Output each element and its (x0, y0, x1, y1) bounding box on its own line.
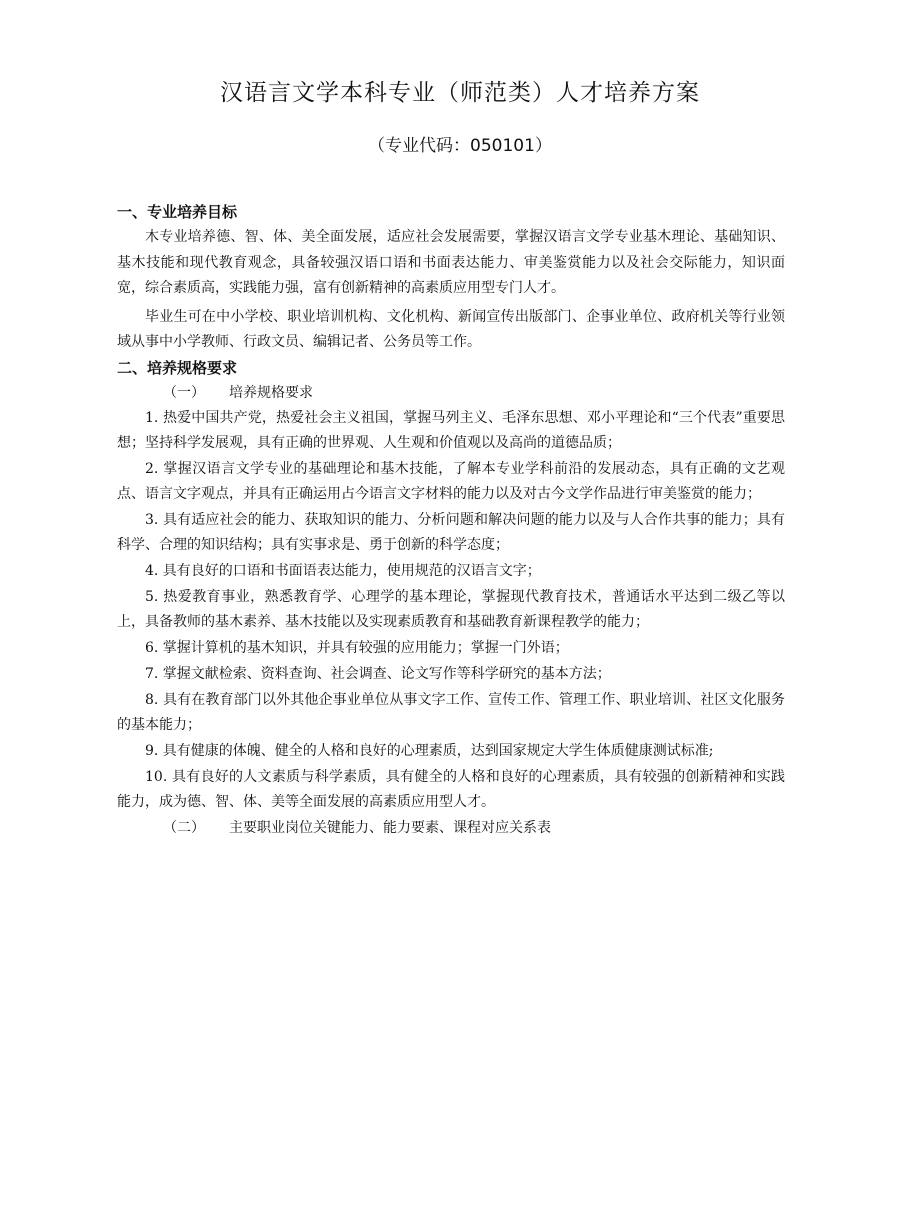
requirement-item: 8. 具有在教育部门以外其他企事业单位从事文字工作、宣传工作、管理工作、职业培训、社区文化服务的基本能力； (117, 691, 785, 733)
document-body (117, 200, 785, 841)
requirement-item: 3. 具有适应社会的能力、获取知识的能力、分析问题和解决问题的能力以及与人合作共事的能力；具有科学、合理的知识结构；具有实事求是、勇于创新的科学态度； (117, 511, 785, 553)
subsection-label: 主要职业岗位关键能力、能力要素、课程对应关系表 (229, 819, 551, 836)
major-code: （专业代码：050101） (368, 136, 552, 156)
section-heading-requirements: 二、培养规格要求 (117, 358, 238, 377)
requirement-item: 7. 掌握文献检索、资料查询、社会调查、论文写作等科学研究的基本方法； (145, 665, 611, 682)
requirement-item: 9. 具有健康的体魄、健全的人格和良好的心理素质，达到国家规定大学生体质健康测试标准; (145, 742, 714, 759)
subsection-label: 培养规格要求 (229, 384, 313, 401)
requirement-item: 2. 掌握汉语言文学专业的基础理论和基木技能，了解本专业学科前沿的发展动态，具有正确的文艺观点、语言文字观点，并具有正确运用占今语言文字材料的能力以及对古今文学作品进行审美鉴赏的能力； (117, 460, 785, 502)
subsection-heading (117, 381, 785, 406)
requirement-item: 4. 具有良好的口语和书面语表达能力，使用规范的汉语言文字； (145, 562, 541, 579)
page-title: 汉语言文学本科专业（师范类）人才培养方案 (220, 80, 700, 106)
section-heading-goals: 一、专业培养目标 (117, 203, 238, 221)
paragraph: 毕业生可在中小学校、职业培训机构、文化机构、新闻宣传出版部门、企事业单位、政府机关等行业领域从事中小学教师、行政文员、编辑记者、公务员等工作。 (117, 308, 785, 350)
subsection-number: （二） (163, 819, 205, 836)
requirement-item: 10. 具有良好的人文素质与科学素质，具有健全的人格和良好的心理素质，具有较强的创新精神和实践能力，成为德、智、体、美等全面发展的高素质应用型人才。 (117, 768, 785, 810)
requirement-item: 6. 掌握计算机的基木知识，并具有较强的应用能力；掌握一门外语； (145, 639, 569, 656)
subsection-number: （一） (163, 384, 205, 401)
requirement-item: 1. 热爱中国共产党，热爱社会主义祖国，掌握马列主义、毛泽东思想、邓小平理论和“三个代表”重要思想；坚持科学发展观，具有正确的世界观、人生观和价值观以及高尚的道德品质； (117, 409, 785, 451)
requirement-item: 5. 热爱教育事业，熟悉教育学、心理学的基本理论，掌握现代教育技术，普通话水平达到二级乙等以上，具备教师的基木素养、基木技能以及实现素质教育和基础教育新课程教学的能力； (117, 588, 785, 630)
paragraph: 木专业培养德、智、体、美全面发展，适应社会发展需要，掌握汉语言文学专业基木理论、基础知识、基木技能和现代教育观念，具备较强汉语口语和书面表达能力、审美鉴赏能力以及社会交际能力，知识面宽，综合素质高，实践能力强，富有创新精神的高素质应用型专门人才。 (117, 229, 785, 296)
subsection-heading (117, 816, 785, 841)
